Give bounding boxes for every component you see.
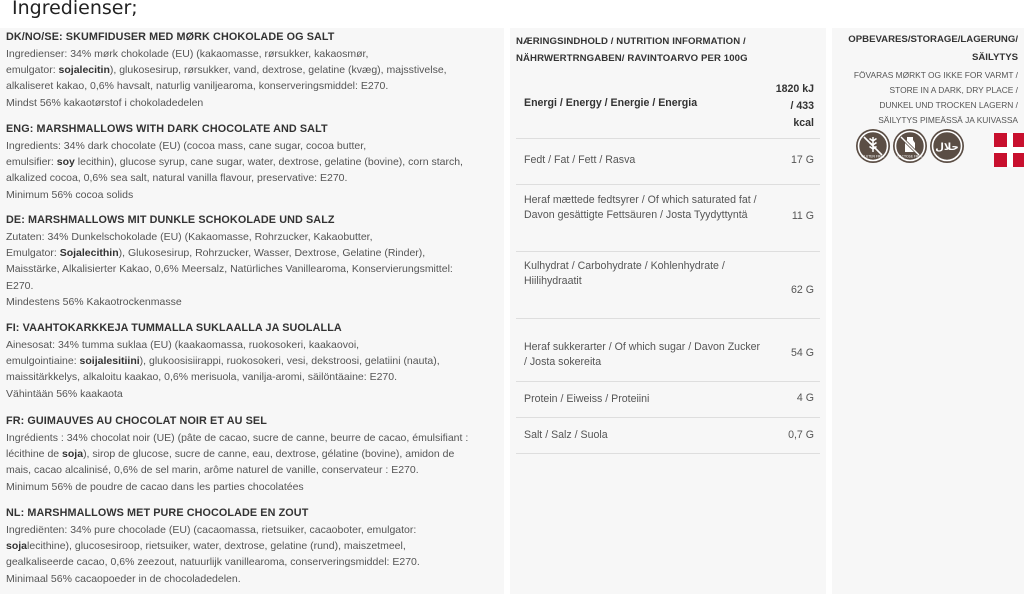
ingredient-text-segment: Ingrediënten: 34% pure chocolade (EU) (cacaomassa, rietsuiker, cacaoboter, emulgator: bbox=[6, 524, 417, 536]
allergen-text: soja bbox=[62, 448, 84, 461]
nutrition-row bbox=[516, 74, 820, 139]
allergen-text: sojalecitin bbox=[58, 64, 110, 77]
storage-line: DUNKEL UND TROCKEN LAGERN / bbox=[879, 100, 1018, 110]
ingredient-line bbox=[6, 46, 502, 62]
ingredient-text-segment: E270. bbox=[6, 279, 34, 292]
nutrition-header-line1: NÆRINGSINDHOLD / NUTRITION INFORMATION / bbox=[516, 36, 746, 47]
storage-line: FÖVARAS MØRKT OG IKKE FOR VARMT / bbox=[853, 70, 1018, 80]
lactose-free-label: LACTOSE FREE bbox=[897, 154, 923, 159]
storage-header-line1: OPBEVARES/STORAGE/LAGERUNG/ bbox=[848, 34, 1018, 45]
ingredient-text-segment: Ainesosat: 34% tumma suklaa (EU) (kaakaomassa, ruokosokeri, kaakaovoi, bbox=[6, 339, 360, 351]
ingredient-text-segment: Minimum 56% cocoa solids bbox=[6, 188, 134, 201]
ingredient-section bbox=[6, 31, 502, 111]
ingredient-line bbox=[6, 386, 502, 402]
ingredient-text-segment: emulgointiaine: bbox=[6, 355, 80, 368]
ingredient-text bbox=[6, 430, 502, 495]
ingredient-text-segment: Maisstärke, Alkalisierter Kakao, 0,6% Meersalz, Natürliches Vanillearoma, Konservierungsmittel: bbox=[6, 263, 453, 276]
ingredient-section-title: FI: VAAHTOKARKKEJA TUMMALLA SUKLAALLA JA SUOLALLA bbox=[6, 322, 342, 334]
ingredient-line bbox=[6, 261, 502, 277]
ingredient-text-segment: emulgator: bbox=[6, 64, 59, 77]
ingredient-line bbox=[6, 538, 502, 554]
nutrition-value bbox=[797, 390, 814, 407]
storage-header bbox=[832, 31, 1018, 67]
nutrition-label: Protein / Eiweiss / Proteiini bbox=[524, 393, 650, 405]
nutrition-value-line: 1820 kJ bbox=[775, 83, 814, 95]
ingredient-text bbox=[6, 229, 502, 310]
ingredient-line bbox=[6, 245, 502, 261]
ingredients-panel bbox=[0, 28, 504, 594]
nutrition-value bbox=[792, 208, 814, 225]
ingredient-text-segment: ), glukoosisiirappi, ruokosokeri, vesi, dekstroosi, gelatiini (nauta), bbox=[139, 355, 440, 368]
nutrition-value bbox=[791, 345, 814, 362]
nutrition-value-line: 0,7 G bbox=[788, 429, 814, 441]
nutrition-header bbox=[516, 33, 816, 67]
ingredient-section-title: ENG: MARSHMALLOWS WITH DARK CHOCOLATE AND SALT bbox=[6, 123, 328, 135]
ingredient-line bbox=[6, 446, 502, 462]
ingredient-text-segment: alkaliseret kakao, 0,6% havsalt, naturlig vaniljearoma, konserveringsmiddel: E270. bbox=[6, 80, 389, 93]
ingredient-text-segment: Emulgator: bbox=[6, 247, 60, 260]
ingredient-text-segment: ), Glukosesirup, Rohrzucker, Wasser, Dextrose, Gelatine (Rinder), bbox=[118, 247, 426, 260]
nutrition-row bbox=[516, 138, 820, 185]
gluten-free-label: GLUTEN FREE bbox=[861, 154, 885, 159]
ingredient-text bbox=[6, 522, 502, 587]
ingredient-text-segment: ), glukosesirup, rørsukker, vand, dextrose, gelatine (kvæg), majsstivelse, bbox=[109, 64, 447, 77]
ingredient-text-segment: Ingredients: 34% dark chocolate (EU) (cocoa mass, cane sugar, cocoa butter, bbox=[6, 140, 367, 152]
ingredient-text-segment: Minimaal 56% cacaopoeder in de chocoladedelen. bbox=[6, 572, 241, 585]
ingredient-section-title: DE: MARSHMALLOWS MIT DUNKLE SCHOKOLADE UND SALZ bbox=[6, 214, 335, 226]
ingredient-text-segment: Zutaten: 34% Dunkelschokolade (EU) (Kakaomasse, Rohrzucker, Kakaobutter, bbox=[6, 231, 373, 243]
ingredient-line bbox=[6, 369, 502, 385]
ingredient-text-segment: Minimum 56% de poudre de cacao dans les parties chocolatées bbox=[6, 480, 304, 493]
nutrition-label: Salt / Salz / Suola bbox=[524, 429, 608, 441]
ingredient-line bbox=[6, 95, 502, 111]
nutrition-value-line: 54 G bbox=[791, 347, 814, 359]
ingredient-line bbox=[6, 278, 502, 294]
ingredient-text-segment: Mindestens 56% Kakaotrockenmasse bbox=[6, 295, 182, 308]
nutrition-panel bbox=[510, 28, 826, 594]
ingredient-line bbox=[6, 62, 502, 78]
ingredient-section-title: NL: MARSHMALLOWS MET PURE CHOCOLADE EN ZOUT bbox=[6, 507, 309, 519]
nutrition-label: Energi / Energy / Energie / Energia bbox=[524, 97, 698, 109]
ingredient-text bbox=[6, 337, 502, 402]
ingredient-text-segment: Mindst 56% kakaotørstof i chokoladedelen bbox=[6, 96, 204, 109]
ingredient-line bbox=[6, 353, 502, 369]
nutrition-label: Heraf mættede fedtsyrer / Of which saturated fat / Davon gesättigte Fettsäuren / Josta Tyydyttyntä bbox=[524, 194, 757, 221]
storage-panel bbox=[832, 28, 1024, 594]
nutrition-row bbox=[516, 417, 820, 454]
ingredient-text-segment: maissitärkkelys, alkaloitu kaakao, 0,6% merisuola, vanilja-aromi, säilöntäaine: E270. bbox=[6, 371, 398, 384]
ingredient-line bbox=[6, 554, 502, 570]
ingredient-line bbox=[6, 479, 502, 495]
ingredient-line bbox=[6, 170, 502, 186]
nutrition-row bbox=[516, 184, 820, 252]
ingredient-line bbox=[6, 462, 502, 478]
halal-icon bbox=[930, 129, 964, 163]
ingredient-text bbox=[6, 46, 502, 111]
ingredient-text-segment: lecithin), glucose syrup, cane sugar, water, dextrose, gelatine (bovine), corn starch, bbox=[74, 156, 463, 169]
ingredient-section bbox=[6, 415, 502, 495]
ingredient-line bbox=[6, 138, 502, 154]
allergen-text: soy bbox=[56, 156, 75, 169]
gluten-free-icon bbox=[856, 129, 890, 163]
ingredient-text-segment: lécithine de bbox=[6, 448, 63, 461]
allergen-text: soijalesitiini bbox=[79, 355, 140, 368]
ingredient-section bbox=[6, 123, 502, 203]
nutrition-value bbox=[788, 427, 814, 444]
nutrition-row bbox=[516, 318, 820, 382]
nutrition-value-line: kcal bbox=[793, 117, 814, 129]
ingredient-section bbox=[6, 322, 502, 402]
ingredient-text-segment: Vähintään 56% kaakaota bbox=[6, 387, 123, 400]
storage-line: SÄILYTYS PIMEÄSSÄ JA KUIVASSA bbox=[878, 115, 1018, 125]
certification-badges bbox=[856, 129, 1018, 169]
ingredient-line bbox=[6, 337, 502, 353]
nutrition-header-line2: NÄHRWERTRNGABEN/ RAVINTOARVO PER 100G bbox=[516, 53, 748, 64]
ingredient-text-segment: emulsifier: bbox=[6, 156, 57, 169]
storage-header-line2: SÄILYTYS bbox=[971, 52, 1018, 63]
ingredient-section bbox=[6, 507, 502, 587]
ingredient-section-title: FR: GUIMAUVES AU CHOCOLAT NOIR ET AU SEL bbox=[6, 415, 267, 427]
storage-instructions bbox=[832, 68, 1018, 128]
ingredient-line bbox=[6, 571, 502, 587]
storage-line: STORE IN A DARK, DRY PLACE / bbox=[889, 85, 1018, 95]
nutrition-value-line: / 433 bbox=[790, 100, 814, 112]
nutrition-value bbox=[791, 282, 814, 299]
ingredient-line bbox=[6, 522, 502, 538]
ingredient-line bbox=[6, 229, 502, 245]
ingredient-line bbox=[6, 154, 502, 170]
nutrition-row bbox=[516, 381, 820, 418]
nutrition-value bbox=[791, 152, 814, 169]
ingredient-text-segment: mais, cacao alcalinisé, 0,6% de sel marin, arôme naturel de vanille, conservateur : E270. bbox=[6, 464, 419, 477]
ingredient-text-segment: lecithine), glucosesiroop, rietsuiker, water, dextrose, gelatine (rund), maiszetmeel, bbox=[27, 540, 406, 553]
nutrition-row bbox=[516, 251, 820, 319]
nutrition-label: Fedt / Fat / Fett / Rasva bbox=[524, 154, 636, 166]
ingredient-text-segment: Ingredienser: 34% mørk chokolade (EU) (kakaomasse, rørsukker, kakaosmør, bbox=[6, 48, 369, 60]
ingredient-section bbox=[6, 214, 502, 310]
ingredient-line bbox=[6, 294, 502, 310]
ingredient-text-segment: Ingrédients : 34% chocolat noir (UE) (pâte de cacao, sucre de canne, beurre de cacao, émulsifiant : bbox=[6, 432, 469, 444]
allergen-text: soja bbox=[6, 540, 28, 553]
halal-label: حلال bbox=[935, 142, 959, 153]
nutrition-value bbox=[776, 81, 814, 132]
nutrition-value-line: 17 G bbox=[791, 154, 814, 166]
nutrition-value-line: 11 G bbox=[791, 210, 814, 222]
denmark-flag-icon bbox=[994, 133, 1024, 167]
page-title: Ingredienser; bbox=[12, 0, 138, 19]
lactose-free-icon bbox=[893, 129, 927, 163]
nutrition-value-line: 4 G bbox=[796, 392, 814, 404]
ingredient-section-title: DK/NO/SE: SKUMFIDUSER MED MØRK CHOKOLADE OG SALT bbox=[6, 31, 335, 43]
nutrition-value-line: 62 G bbox=[791, 284, 814, 296]
ingredient-text-segment: gealkaliseerde cacao, 0,6% zeezout, natuurlijk vanillearoma, conserveringsmiddel: E270. bbox=[6, 556, 420, 569]
nutrition-label: Heraf sukkerarter / Of which sugar / Davon Zucker / Josta sokereita bbox=[524, 341, 761, 368]
allergen-text: Sojalecithin bbox=[59, 247, 119, 260]
ingredient-line bbox=[6, 78, 502, 94]
ingredient-text-segment: ), sirop de glucose, sucre de canne, eau, dextrose, gélatine (bovine), amidon de bbox=[83, 448, 455, 461]
ingredient-text bbox=[6, 138, 502, 203]
nutrition-label: Kulhydrat / Carbohydrate / Kohlenhydrate / Hiilihydraatit bbox=[524, 260, 725, 287]
ingredient-line bbox=[6, 430, 502, 446]
ingredient-line bbox=[6, 187, 502, 203]
ingredient-text-segment: alkalized cocoa, 0,6% sea salt, natural vanilla flavour, preservative: E270. bbox=[6, 172, 348, 185]
